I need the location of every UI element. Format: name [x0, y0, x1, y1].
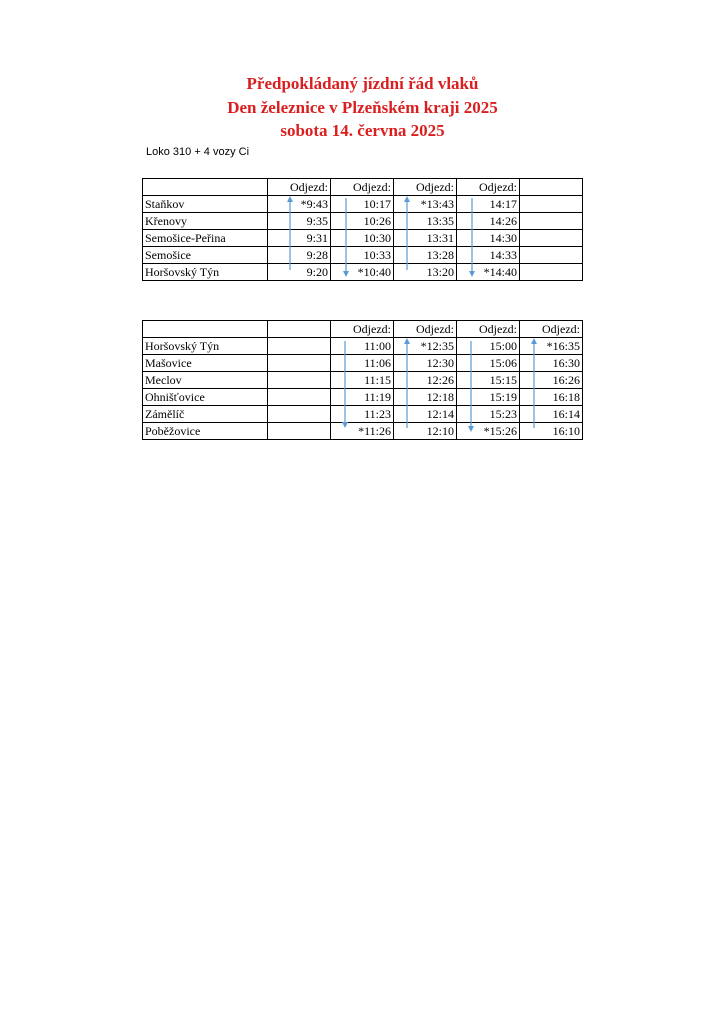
timetable-1 — [142, 178, 583, 281]
station-name: Semošice — [143, 247, 268, 264]
departure-time — [268, 372, 331, 389]
header-cell — [268, 321, 331, 338]
departure-time: 12:30 — [394, 355, 457, 372]
station-name: Horšovský Týn — [143, 264, 268, 281]
departure-time — [268, 423, 331, 440]
departure-time: 14:26 — [457, 213, 520, 230]
departure-time — [520, 247, 583, 264]
departure-time: 10:26 — [331, 213, 394, 230]
departure-time: 10:17 — [331, 196, 394, 213]
departure-time: 13:20 — [394, 264, 457, 281]
departure-time: 16:30 — [520, 355, 583, 372]
departure-time: 11:00 — [331, 338, 394, 355]
table-row — [143, 389, 583, 406]
departure-time: 9:35 — [268, 213, 331, 230]
header-row — [143, 321, 583, 338]
departure-time: 12:10 — [394, 423, 457, 440]
departure-time — [268, 355, 331, 372]
table-row — [143, 423, 583, 440]
departure-time — [268, 338, 331, 355]
departure-time: 12:14 — [394, 406, 457, 423]
table-row — [143, 230, 583, 247]
departure-time: 16:14 — [520, 406, 583, 423]
departure-time: 15:19 — [457, 389, 520, 406]
station-name: Poběžovice — [143, 423, 268, 440]
departure-time: 13:28 — [394, 247, 457, 264]
departure-time: 12:18 — [394, 389, 457, 406]
header-cell: Odjezd: — [457, 179, 520, 196]
timetable-1-body — [143, 179, 583, 281]
station-name: Meclov — [143, 372, 268, 389]
header-cell — [143, 321, 268, 338]
title-line-3: sobota 14. června 2025 — [280, 121, 445, 140]
departure-time: 11:19 — [331, 389, 394, 406]
departure-time: 15:15 — [457, 372, 520, 389]
departure-time — [520, 196, 583, 213]
departure-time: 10:33 — [331, 247, 394, 264]
departure-time: 11:15 — [331, 372, 394, 389]
departure-time: 13:35 — [394, 213, 457, 230]
station-name: Semošice-Peřina — [143, 230, 268, 247]
departure-time: *11:26 — [331, 423, 394, 440]
header-cell: Odjezd: — [457, 321, 520, 338]
departure-time: 14:33 — [457, 247, 520, 264]
table-row — [143, 196, 583, 213]
station-name: Horšovský Týn — [143, 338, 268, 355]
table-row — [143, 355, 583, 372]
table-row — [143, 264, 583, 281]
departure-time: 10:30 — [331, 230, 394, 247]
departure-time: 11:06 — [331, 355, 394, 372]
departure-time: 9:28 — [268, 247, 331, 264]
header-cell: Odjezd: — [394, 179, 457, 196]
departure-time: *12:35 — [394, 338, 457, 355]
departure-time: 12:26 — [394, 372, 457, 389]
departure-time: *13:43 — [394, 196, 457, 213]
header-cell — [143, 179, 268, 196]
table-row — [143, 372, 583, 389]
departure-time: 16:26 — [520, 372, 583, 389]
loko-note: Loko 310 + 4 vozy Ci — [146, 146, 250, 158]
departure-time — [268, 406, 331, 423]
departure-time — [268, 389, 331, 406]
station-name: Ohnišťovice — [143, 389, 268, 406]
table-row — [143, 406, 583, 423]
departure-time — [520, 230, 583, 247]
departure-time: *14:40 — [457, 264, 520, 281]
timetable-2-body — [143, 321, 583, 440]
header-cell: Odjezd: — [394, 321, 457, 338]
departure-time — [520, 264, 583, 281]
departure-time: *15:26 — [457, 423, 520, 440]
departure-time: 13:31 — [394, 230, 457, 247]
table-row — [143, 338, 583, 355]
departure-time: 16:10 — [520, 423, 583, 440]
departure-time: *9:43 — [268, 196, 331, 213]
header-cell: Odjezd: — [331, 179, 394, 196]
departure-time: 15:06 — [457, 355, 520, 372]
header-cell — [520, 179, 583, 196]
departure-time: 15:00 — [457, 338, 520, 355]
title-line-1: Předpokládaný jízdní řád vlaků — [246, 74, 479, 93]
departure-time: 9:31 — [268, 230, 331, 247]
station-name: Křenovy — [143, 213, 268, 230]
table-row — [143, 213, 583, 230]
station-name: Zámělíč — [143, 406, 268, 423]
title-line-2: Den železnice v Plzeňském kraji 2025 — [227, 98, 498, 117]
header-cell: Odjezd: — [331, 321, 394, 338]
station-name: Staňkov — [143, 196, 268, 213]
header-cell: Odjezd: — [520, 321, 583, 338]
station-name: Mašovice — [143, 355, 268, 372]
header-row — [143, 179, 583, 196]
departure-time: 9:20 — [268, 264, 331, 281]
departure-time: *10:40 — [331, 264, 394, 281]
departure-time: 14:30 — [457, 230, 520, 247]
header-cell: Odjezd: — [268, 179, 331, 196]
departure-time: 14:17 — [457, 196, 520, 213]
timetable-2 — [142, 320, 583, 440]
departure-time — [520, 213, 583, 230]
departure-time: 15:23 — [457, 406, 520, 423]
departure-time: 16:18 — [520, 389, 583, 406]
departure-time: 11:23 — [331, 406, 394, 423]
departure-time: *16:35 — [520, 338, 583, 355]
table-row — [143, 247, 583, 264]
